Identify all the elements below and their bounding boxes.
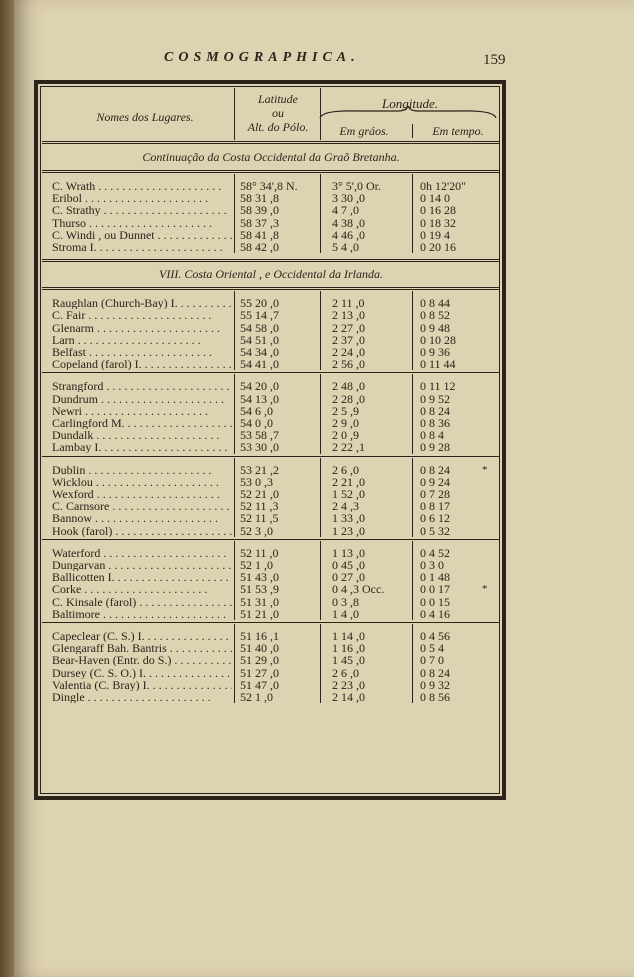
column-divider [234, 174, 235, 253]
place-name: C. Carnsore . . . [52, 500, 232, 512]
latitude-value: 58 37 ,3 [240, 215, 279, 230]
header-degrees: Em gráos. [339, 124, 389, 138]
place-name: Valentia (C. Bray) I. . . . [52, 679, 232, 691]
latitude-value: 52 11 ,5 [240, 511, 279, 526]
header-latitude: Latitude ou Alt. do Pólo. [247, 92, 309, 134]
longitude-time: 0 11 44 [420, 357, 456, 372]
longitude-degrees: 0 3 ,8 [332, 594, 359, 609]
longitude-time: 0 9 52 [420, 391, 450, 406]
longitude-time: 0 8 17 [420, 499, 450, 514]
section-end-rule [42, 259, 500, 262]
section-title: VIII. Costa Oriental , e Occidental da Irlanda. [159, 267, 383, 282]
latitude-value: 51 47 ,0 [240, 677, 279, 692]
place-name: C. Strathy . . . [52, 204, 232, 216]
column-divider [234, 624, 235, 703]
section-title: Continuação da Costa Occidental da Graõ Bretanha. [142, 150, 400, 164]
place-name: Belfast . . . [52, 346, 232, 358]
latitude-value: 58 31 ,8 [240, 191, 279, 206]
group-rule [42, 372, 500, 373]
longitude-time: 0 20 16 [420, 240, 456, 254]
place-name: Capeclear (C. S.) I. . . . [52, 630, 232, 642]
column-divider [320, 541, 321, 620]
header-places: Nomes dos Lugares. [96, 110, 194, 124]
asterisk-mark: * [482, 583, 488, 596]
column-divider [412, 291, 413, 370]
place-name: Dublin . . . [52, 464, 232, 476]
latitude-value: 54 0 ,0 [240, 416, 273, 430]
latitude-value: 58 41 ,8 [240, 227, 279, 242]
place-name: Glenarm . . . [52, 322, 232, 334]
header-divider [234, 88, 235, 140]
place-name: Dingle . . . [52, 691, 232, 703]
place-name: Glengaraff Bah. Bantris . . . [52, 642, 232, 654]
longitude-time: 0 9 24 [420, 474, 450, 489]
longitude-time: 0 4 56 [420, 629, 450, 643]
longitude-degrees: 0 4 ,3 Occ. [332, 582, 385, 597]
longitude-time: 0 16 28 [420, 203, 456, 218]
column-divider [320, 174, 321, 253]
longitude-time: 0 9 36 [420, 345, 450, 359]
latitude-value: 53 0 ,3 [240, 474, 273, 489]
latitude-value: 51 43 ,0 [240, 570, 279, 585]
latitude-value: 53 30 ,0 [240, 440, 279, 455]
place-name: Larn . . . [52, 334, 232, 346]
longitude-time: 0 7 0 [420, 653, 444, 668]
longitude-degrees: 4 46 ,0 [332, 227, 365, 242]
place-name: Dundrum . . . [52, 393, 232, 405]
longitude-degrees: 4 7 ,0 [332, 203, 359, 218]
latitude-value: 52 21 ,0 [240, 487, 279, 501]
longitude-degrees: 2 23 ,0 [332, 677, 365, 692]
place-name: Waterford . . . [52, 547, 232, 559]
longitude-degrees: 2 0 ,9 [332, 428, 359, 443]
longitude-degrees: 2 22 ,1 [332, 440, 365, 455]
longitude-degrees: 2 4 ,3 [332, 499, 359, 514]
longitude-degrees: 2 24 ,0 [332, 345, 365, 359]
longitude-degrees: 2 37 ,0 [332, 332, 365, 347]
longitude-time: 0 11 12 [420, 379, 456, 394]
column-divider [320, 374, 321, 453]
longitude-degrees: 5 4 ,0 [332, 240, 359, 254]
latitude-value: 52 11 ,3 [240, 499, 279, 514]
longitude-time: 0 9 48 [420, 320, 450, 335]
place-name: Wicklou . . . [52, 476, 232, 488]
column-divider [320, 458, 321, 537]
longitude-time: 0 9 32 [420, 677, 450, 692]
latitude-value: 51 40 ,0 [240, 641, 279, 656]
longitude-time: 0 8 36 [420, 416, 450, 430]
column-divider [412, 541, 413, 620]
header-time: Em tempo. [432, 124, 484, 138]
header-rule [42, 141, 500, 144]
place-name: Corke . . . [52, 583, 232, 595]
latitude-value: 51 21 ,0 [240, 606, 279, 621]
place-name: C. Wrath . . . [52, 180, 232, 192]
longitude-time: 0 8 52 [420, 308, 450, 323]
latitude-value: 52 11 ,0 [240, 545, 279, 560]
longitude-degrees: 1 52 ,0 [332, 487, 365, 501]
longitude-degrees: 2 5 ,9 [332, 403, 359, 418]
longitude-time: 0 5 4 [420, 641, 444, 656]
longitude-degrees: 2 13 ,0 [332, 308, 365, 323]
latitude-value: 58 39 ,0 [240, 203, 279, 218]
longitude-degrees: 2 9 ,0 [332, 416, 359, 430]
asterisk-mark: * [482, 463, 488, 476]
column-divider [234, 374, 235, 453]
page-number: 159 [483, 52, 506, 68]
place-name: Strangford . . . [52, 380, 232, 392]
column-divider [234, 458, 235, 537]
longitude-time: 0 5 32 [420, 523, 450, 538]
longitude-degrees: 2 48 ,0 [332, 379, 365, 394]
latitude-value: 51 53 ,9 [240, 582, 279, 597]
place-name: Dundalk . . . [52, 429, 232, 441]
running-head: COSMOGRAPHICA. [164, 50, 360, 65]
longitude-time: 0 1 48 [420, 570, 450, 585]
latitude-value: 51 16 ,1 [240, 629, 279, 643]
longitude-degrees: 2 11 ,0 [332, 296, 365, 311]
longitude-degrees: 1 33 ,0 [332, 511, 365, 526]
latitude-value: 54 51 ,0 [240, 332, 279, 347]
column-divider [412, 374, 413, 453]
longitude-time: 0h 12'20" [420, 179, 467, 193]
place-name: Hook (farol) . . . [52, 525, 232, 537]
longitude-degrees: 2 6 ,0 [332, 462, 359, 477]
longitude-degrees: 3° 5',0 Or. [332, 179, 381, 193]
place-name: Dursey (C. S. O.) I. . . . [52, 667, 232, 679]
latitude-value: 55 20 ,0 [240, 296, 279, 311]
latitude-value: 58° 34',8 N. [240, 179, 298, 193]
header-divider [412, 124, 413, 138]
longitude-time: 0 3 0 [420, 558, 444, 572]
longitude-time: 0 14 0 [420, 191, 450, 206]
header-divider [320, 88, 321, 140]
column-divider [320, 291, 321, 370]
longitude-time: 0 4 16 [420, 606, 450, 621]
longitude-time: 0 8 44 [420, 296, 450, 311]
longitude-degrees: 2 21 ,0 [332, 474, 365, 489]
latitude-value: 52 3 ,0 [240, 523, 273, 538]
longitude-degrees: 2 14 ,0 [332, 690, 365, 704]
longitude-time: 0 8 24 [420, 665, 450, 680]
latitude-value: 51 27 ,0 [240, 665, 279, 680]
longitude-time: 0 6 12 [420, 511, 450, 526]
latitude-value: 54 13 ,0 [240, 391, 279, 406]
longitude-degrees: 0 45 ,0 [332, 558, 365, 572]
place-name: C. Fair . . . [52, 309, 232, 321]
longitude-degrees: 1 16 ,0 [332, 641, 365, 656]
longitude-degrees: 2 56 ,0 [332, 357, 365, 372]
latitude-value: 54 20 ,0 [240, 379, 279, 394]
place-name: Bannow . . . [52, 512, 232, 524]
place-name: Bear-Haven (Entr. do S.) . . . [52, 654, 232, 666]
place-name: Newri . . . [52, 405, 232, 417]
column-divider [412, 458, 413, 537]
place-name: Ballicotten I. . . . [52, 571, 232, 583]
latitude-value: 58 42 ,0 [240, 240, 279, 254]
section-rule [42, 287, 500, 290]
book-spine [0, 0, 14, 977]
longitude-time: 0 0 17 [420, 582, 450, 597]
place-name: Stroma I. . . . [52, 241, 232, 253]
latitude-value: 51 29 ,0 [240, 653, 279, 668]
header-longitude: Longitude. [382, 96, 438, 111]
longitude-degrees: 1 4 ,0 [332, 606, 359, 621]
longitude-time: 0 7 28 [420, 487, 450, 501]
place-name: Copeland (farol) I. . . . [52, 358, 232, 370]
latitude-value: 54 58 ,0 [240, 320, 279, 335]
place-name: Thurso . . . [52, 217, 232, 229]
latitude-value: 54 34 ,0 [240, 345, 279, 359]
place-name: Raughlan (Church-Bay) I. . . . [52, 297, 232, 309]
column-divider [234, 541, 235, 620]
group-rule [42, 622, 500, 623]
longitude-degrees: 4 38 ,0 [332, 215, 365, 230]
longitude-time: 0 8 56 [420, 690, 450, 704]
longitude-time: 0 4 52 [420, 545, 450, 560]
group-rule [42, 456, 500, 457]
column-divider [320, 624, 321, 703]
longitude-time: 0 18 32 [420, 215, 456, 230]
longitude-degrees: 3 30 ,0 [332, 191, 365, 206]
place-name: Carlingford M. . . . [52, 417, 232, 429]
latitude-value: 52 1 ,0 [240, 690, 273, 704]
section-rule [42, 170, 500, 173]
latitude-value: 54 41 ,0 [240, 357, 279, 372]
longitude-degrees: 2 27 ,0 [332, 320, 365, 335]
longitude-degrees: 1 23 ,0 [332, 523, 365, 538]
place-name: Dungarvan . . . [52, 559, 232, 571]
longitude-time: 0 10 28 [420, 332, 456, 347]
longitude-time: 0 19 4 [420, 227, 450, 242]
longitude-brace [318, 106, 498, 120]
place-name: Lambay I. . . . [52, 441, 232, 453]
longitude-degrees: 1 13 ,0 [332, 545, 365, 560]
longitude-time: 0 0 15 [420, 594, 450, 609]
longitude-degrees: 2 28 ,0 [332, 391, 365, 406]
place-name: C. Kinsale (farol) . . . [52, 596, 232, 608]
longitude-time: 0 9 28 [420, 440, 450, 455]
latitude-value: 55 14 ,7 [240, 308, 279, 323]
latitude-value: 53 21 ,2 [240, 462, 279, 477]
longitude-degrees: 0 27 ,0 [332, 570, 365, 585]
column-divider [234, 291, 235, 370]
place-name: Eribol . . . [52, 192, 232, 204]
longitude-time: 0 8 24 [420, 403, 450, 418]
longitude-time: 0 8 4 [420, 428, 444, 443]
place-name: Baltimore . . . [52, 608, 232, 620]
latitude-value: 54 6 ,0 [240, 403, 273, 418]
place-name: C. Windi , ou Dunnet . . . [52, 229, 232, 241]
longitude-degrees: 1 14 ,0 [332, 629, 365, 643]
latitude-value: 53 58 ,7 [240, 428, 279, 443]
latitude-value: 52 1 ,0 [240, 558, 273, 572]
place-name: Wexford . . . [52, 488, 232, 500]
longitude-time: 0 8 24 [420, 462, 450, 477]
longitude-degrees: 2 6 ,0 [332, 665, 359, 680]
latitude-value: 51 31 ,0 [240, 594, 279, 609]
group-rule [42, 539, 500, 540]
longitude-degrees: 1 45 ,0 [332, 653, 365, 668]
column-divider [412, 174, 413, 253]
column-divider [412, 624, 413, 703]
